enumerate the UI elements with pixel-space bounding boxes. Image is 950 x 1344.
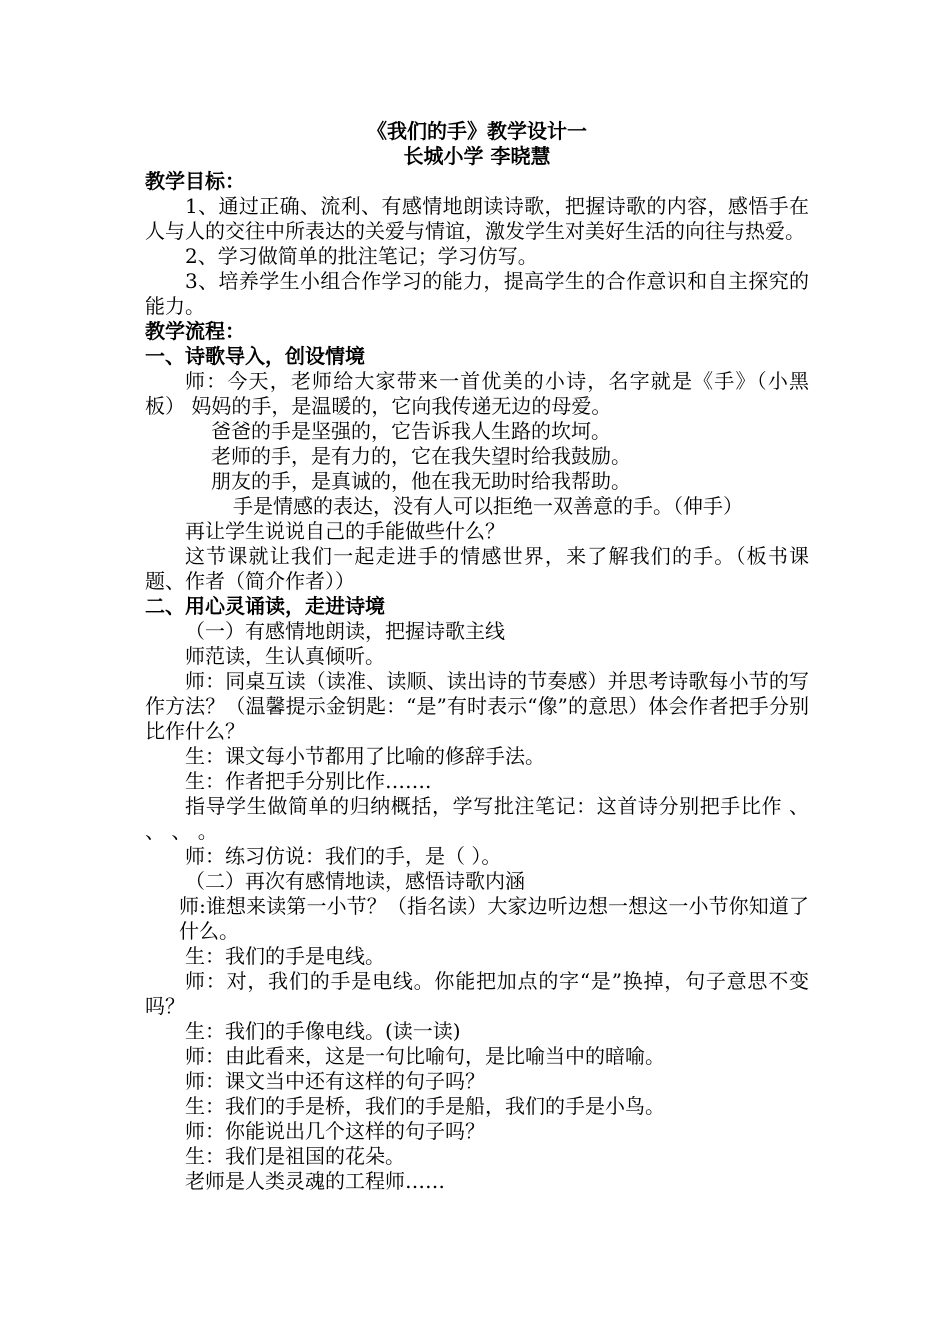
section-2-paragraph-5: 指导学生做简单的归纳概括，学写批注笔记：这首诗分别把手比作 、 、 、 。: [145, 794, 809, 843]
section-2-paragraph-8: 生：我们的手是电线。: [185, 944, 385, 968]
section-2-paragraph-13: 生：我们的手是桥，我们的手是船，我们的手是小鸟。: [185, 1094, 665, 1118]
document-body: [145, 119, 809, 1194]
document-title: 《我们的手》教学设计一: [367, 119, 587, 143]
section-2-paragraph-4: 生：作者把手分别比作…….: [185, 769, 432, 793]
poem-line-5: 手是情感的表达，没有人可以拒绝一双善意的手。（伸手）: [233, 494, 743, 518]
section-2-paragraph-7: 师:谁想来读第一小节？（指名读）大家边听边想一想这一小节你知道了什么。: [179, 894, 809, 943]
section-2-paragraph-3: 生：课文每小节都用了比喻的修辞手法。: [185, 744, 545, 768]
section-2-paragraph-12: 师：课文当中还有这样的句子吗？: [185, 1069, 485, 1093]
goal-2: 2、学习做简单的批注笔记；学习仿写。: [185, 244, 538, 268]
section-1-paragraph-2: 再让学生说说自己的手能做些什么？: [185, 519, 505, 543]
goal-3: 3、培养学生小组合作学习的能力，提高学生的合作意识和自主探究的能力。: [145, 269, 809, 318]
poem-line-4: 朋友的手，是真诚的，他在我无助时给我帮助。: [211, 469, 631, 493]
section-2-paragraph-1: 师范读，生认真倾听。: [185, 644, 385, 668]
section-2-paragraph-6: 师：练习仿说：我们的手，是（ ）。: [185, 844, 502, 868]
section-1-title: 一、诗歌导入，创设情境: [145, 344, 365, 368]
poem-line-3: 老师的手，是有力的，它在我失望时给我鼓励。: [211, 444, 631, 468]
section-2-paragraph-14: 师：你能说出几个这样的句子吗？: [185, 1119, 485, 1143]
heading-teaching-goals: 教学目标：: [145, 169, 245, 193]
author-line: 长城小学 李晓慧: [403, 144, 551, 168]
section-2-title: 二、用心灵诵读，走进诗境: [145, 594, 385, 618]
section-2-paragraph-2: 师：同桌互读（读准、读顺、读出诗的节奏感）并思考诗歌每小节的写作方法？（温馨提示金钥匙：“是”有时表示“像”的意思）体会作者把手分别比作什么？: [145, 669, 809, 743]
heading-teaching-process: 教学流程：: [145, 319, 245, 343]
section-2-subtitle-2: （二）再次有感情地读，感悟诗歌内涵: [185, 869, 525, 893]
section-2-paragraph-9: 师：对，我们的手是电线。你能把加点的字“是”换掉，句子意思不变吗？: [145, 969, 809, 1018]
section-2-paragraph-15: 生：我们是祖国的花朵。: [185, 1144, 405, 1168]
section-2-paragraph-11: 师：由此看来，这是一句比喻句，是比喻当中的暗喻。: [185, 1044, 665, 1068]
poem-line-2: 爸爸的手是坚强的，它告诉我人生路的坎坷。: [211, 419, 611, 443]
section-2-paragraph-10: 生：我们的手像电线。(读一读): [185, 1019, 461, 1043]
section-2-paragraph-16: 老师是人类灵魂的工程师……: [185, 1169, 445, 1193]
section-1-paragraph-3: 这节课就让我们一起走进手的情感世界，来了解我们的手。（板书课题、作者（简介作者））: [145, 544, 809, 593]
section-1-paragraph-1: 师：今天，老师给大家带来一首优美的小诗，名字就是《手》（小黑板） 妈妈的手，是温暖的，它向我传递无边的母爱。: [145, 369, 809, 418]
goal-1: 1、通过正确、流利、有感情地朗读诗歌，把握诗歌的内容，感悟手在人与人的交往中所表达的关爱与情谊，激发学生对美好生活的向往与热爱。: [145, 194, 809, 243]
section-2-subtitle-1: （一）有感情地朗读，把握诗歌主线: [185, 619, 505, 643]
